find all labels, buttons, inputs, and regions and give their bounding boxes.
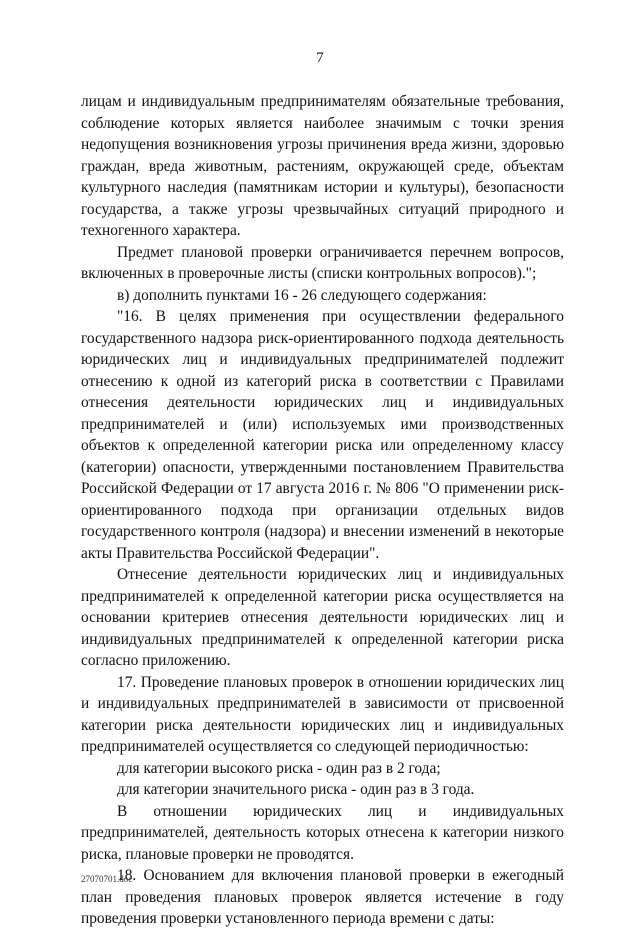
paragraph-8: для категории значительного риска - один раз в 3 года. — [117, 781, 475, 798]
page-number: 7 — [316, 50, 324, 66]
document-body — [81, 91, 564, 930]
footer-filename: 27070701.doc — [81, 874, 133, 884]
paragraph-7: для категории высокого риска - один раз в 2 года; — [117, 759, 441, 777]
paragraph-1: лицам и индивидуальным предпринимателям обязательные требования, соблюдение которых является наиболее значимым с точки зрения недопущения возникновения угрозы причинения вреда жизни, здоровью граждан, вреда животным, растениям, окружающей среде, объектам культурного наследия (памятникам истории и культуры), безопасности государства, а также угрозы чрезвычайных ситуаций природного и техногенного характера. — [81, 93, 564, 239]
paragraph-5: Отнесение деятельности юридических лиц и индивидуальных предпринимателей к определенной категории риска осуществляется на основании критериев отнесения деятельности юридических лиц и индивидуальных предпринимателей к определенной категории риска согласно приложению. — [81, 566, 564, 669]
paragraph-10: 18. Основанием для включения плановой проверки в ежегодный план проведения плановых проверок является истечение в году проведения проверки установленного периода времени с даты: — [81, 867, 564, 927]
paragraph-6: 17. Проведение плановых проверок в отношении юридических лиц и индивидуальных предпринимателей в зависимости от присвоенной категории риска деятельности юридических лиц и индивидуальных предпринимателей осуществляется со следующей периодичностью: — [81, 673, 564, 755]
paragraph-9: В отношении юридических лиц и индивидуальных предпринимателей, деятельность которых отнесена к категории низкого риска, плановые проверки не проводятся. — [81, 802, 564, 863]
paragraph-2: Предмет плановой проверки ограничивается перечнем вопросов, включенных в проверочные листы (списки контрольных вопросов)."; — [81, 243, 564, 282]
paragraph-4: "16. В целях применения при осуществлении федерального государственного надзора риск-ориентированного подхода деятельность юридических лиц и индивидуальных предпринимателей подлежит отнесению к одной из категорий риска в соответствии с Правилами отнесения деятельности юридических лиц и индивидуальных предпринимателей и (или) используемых ими производственных объектов к определенной категории риска или определенному классу (категории) опасности, утвержденными постановлением Правительства Российской Федерации от 17 августа 2016 г. № 806 "О применении риск-ориентированного подхода при организации отдельных видов государственного контроля (надзора) и внесении изменений в некоторые акты Правительства Российской Федерации". — [81, 308, 564, 562]
paragraph-3: в) дополнить пунктами 16 - 26 следующего содержания: — [117, 286, 487, 304]
